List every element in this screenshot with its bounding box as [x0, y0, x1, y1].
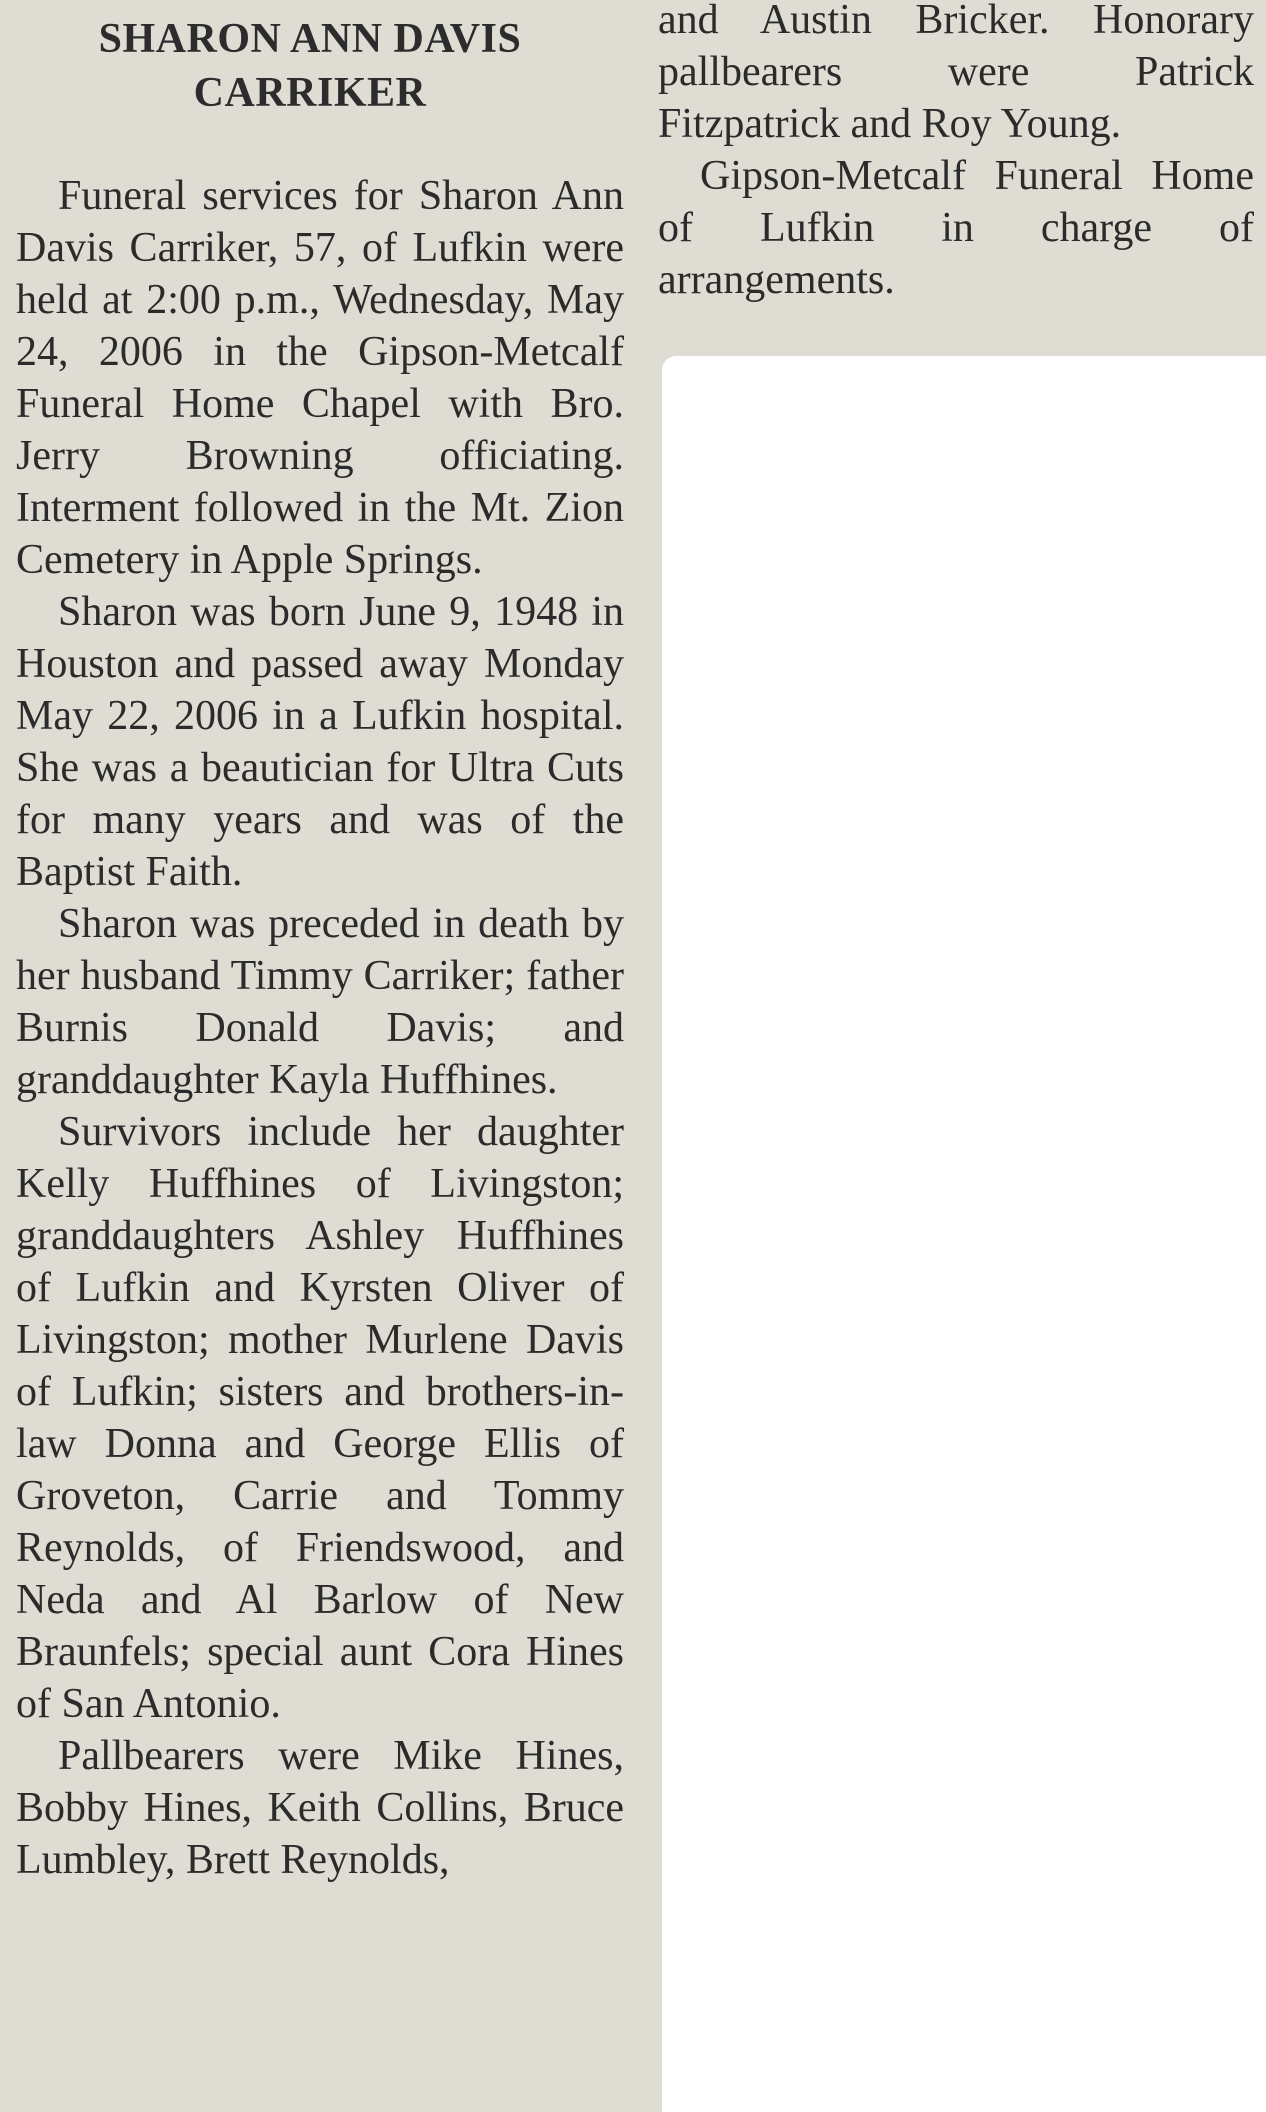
obituary-headline — [30, 12, 590, 120]
paragraph-survivors: Survivors include her daughter Kelly Huffhines of Livingston; granddaughters Ashley Huffhines of Lufkin and Kyrsten Oliver of Livingston; mother Murlene Davis of Lufkin; sisters and brothers-in-law Donna and George Ellis of Groveton, Carrie and Tommy Reynolds, of Friendswood, and Neda and Al Barlow of New Braunfels; special aunt Cora Hines of San Antonio. — [16, 1109, 624, 1727]
paragraph-honorary-pallbearers: and Austin Bricker. Honorary pallbearers were Patrick Fitzpatrick and Roy Young. — [658, 0, 1254, 147]
paragraph-birth-and-career: Sharon was born June 9, 1948 in Houston and passed away Monday May 22, 2006 in a Lufkin hospital. She was a beautician for Ultra Cuts for many years and was of the Baptist Faith. — [16, 589, 624, 895]
paragraph-funeral-services: Funeral services for Sharon Ann Davis Carriker, 57, of Lufkin were held at 2:00 p.m., Wednesday, May 24, 2006 in the Gipson-Metcalf Funeral Home Chapel with Bro. Jerry Browning officiating. Interment followed in the Mt. Zion Cemetery in Apple Springs. — [16, 173, 624, 583]
headline-line-2: CARRIKER — [193, 70, 427, 116]
obituary-left-column — [16, 170, 624, 1886]
paragraph-preceded-in-death: Sharon was preceded in death by her husband Timmy Carriker; father Burnis Donald Davis; and granddaughter Kayla Huffhines. — [16, 901, 624, 1103]
obituary-right-column — [658, 0, 1254, 306]
paragraph-pallbearers: Pallbearers were Mike Hines, Bobby Hines, Keith Collins, Bruce Lumbley, Brett Reynolds, — [16, 1733, 624, 1883]
paragraph-funeral-home: Gipson-Metcalf Funeral Home of Lufkin in charge of arrangements. — [658, 153, 1254, 303]
torn-edge-blank-area — [662, 356, 1266, 2112]
headline-line-1: SHARON ANN DAVIS — [98, 16, 522, 62]
